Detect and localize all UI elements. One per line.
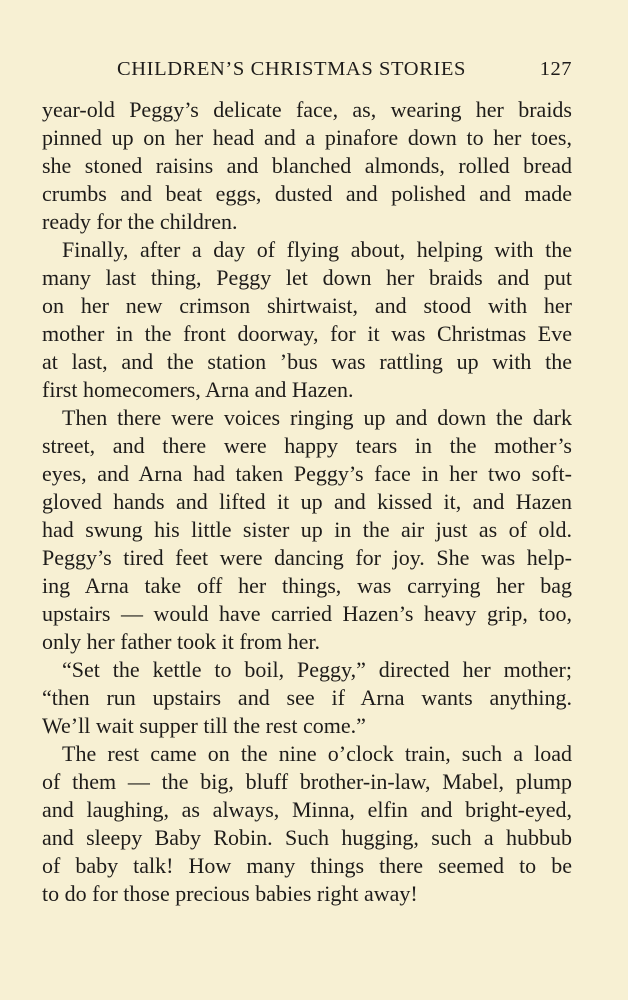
text-line: she stoned raisins and blanched almonds, rolled bread bbox=[42, 153, 572, 178]
text-line: ready for the children. bbox=[42, 209, 238, 234]
text-line: on her new crimson shirtwaist, and stood with her bbox=[42, 293, 572, 318]
text-line: many last thing, Peggy let down her braids and put bbox=[42, 265, 572, 290]
paragraph bbox=[42, 656, 572, 740]
text-line: at last, and the station ’bus was rattling up with the bbox=[42, 349, 572, 374]
text-line: of baby talk! How many things there seemed to be bbox=[42, 853, 572, 878]
running-title: CHILDREN’S CHRISTMAS STORIES bbox=[117, 58, 467, 80]
body-text bbox=[42, 96, 572, 908]
text-line: We’ll wait supper till the rest come.” bbox=[42, 713, 366, 738]
page-number: 127 bbox=[539, 58, 572, 80]
text-line: crumbs and beat eggs, dusted and polished and made bbox=[42, 181, 572, 206]
paragraph bbox=[42, 96, 572, 236]
text-line: to do for those precious babies right away! bbox=[42, 881, 418, 906]
text-line: “then run upstairs and see if Arna wants anything. bbox=[42, 685, 572, 710]
text-line: had swung his little sister up in the air just as of old. bbox=[42, 517, 572, 542]
text-line: upstairs — would have carried Hazen’s heavy grip, too, bbox=[42, 601, 572, 626]
text-line: “Set the kettle to boil, Peggy,” directed her mother; bbox=[62, 657, 572, 682]
text-line: Finally, after a day of flying about, helping with the bbox=[62, 237, 572, 262]
text-line: year-old Peggy’s delicate face, as, wearing her braids bbox=[42, 97, 572, 122]
text-line: ing Arna take off her things, was carrying her bag bbox=[42, 573, 572, 598]
paragraph bbox=[42, 740, 572, 908]
text-line: first homecomers, Arna and Hazen. bbox=[42, 377, 354, 402]
text-line: mother in the front doorway, for it was Christmas Eve bbox=[42, 321, 572, 346]
paragraph bbox=[42, 236, 572, 404]
text-line: and sleepy Baby Robin. Such hugging, such a hubbub bbox=[42, 825, 572, 850]
text-line: only her father took it from her. bbox=[42, 629, 320, 654]
text-line: The rest came on the nine o’clock train, such a load bbox=[62, 741, 572, 766]
text-line: street, and there were happy tears in the mother’s bbox=[42, 433, 572, 458]
text-line: pinned up on her head and a pinafore down to her toes, bbox=[42, 125, 572, 150]
text-line: eyes, and Arna had taken Peggy’s face in her two soft- bbox=[42, 461, 572, 486]
text-line: and laughing, as always, Minna, elfin and bright-eyed, bbox=[42, 797, 572, 822]
text-line: of them — the big, bluff brother-in-law, Mabel, plump bbox=[42, 769, 572, 794]
running-head bbox=[42, 55, 572, 85]
text-line: Peggy’s tired feet were dancing for joy. She was help- bbox=[42, 545, 572, 570]
text-line: Then there were voices ringing up and down the dark bbox=[62, 405, 572, 430]
paragraph bbox=[42, 404, 572, 656]
text-line: gloved hands and lifted it up and kissed it, and Hazen bbox=[42, 489, 572, 514]
